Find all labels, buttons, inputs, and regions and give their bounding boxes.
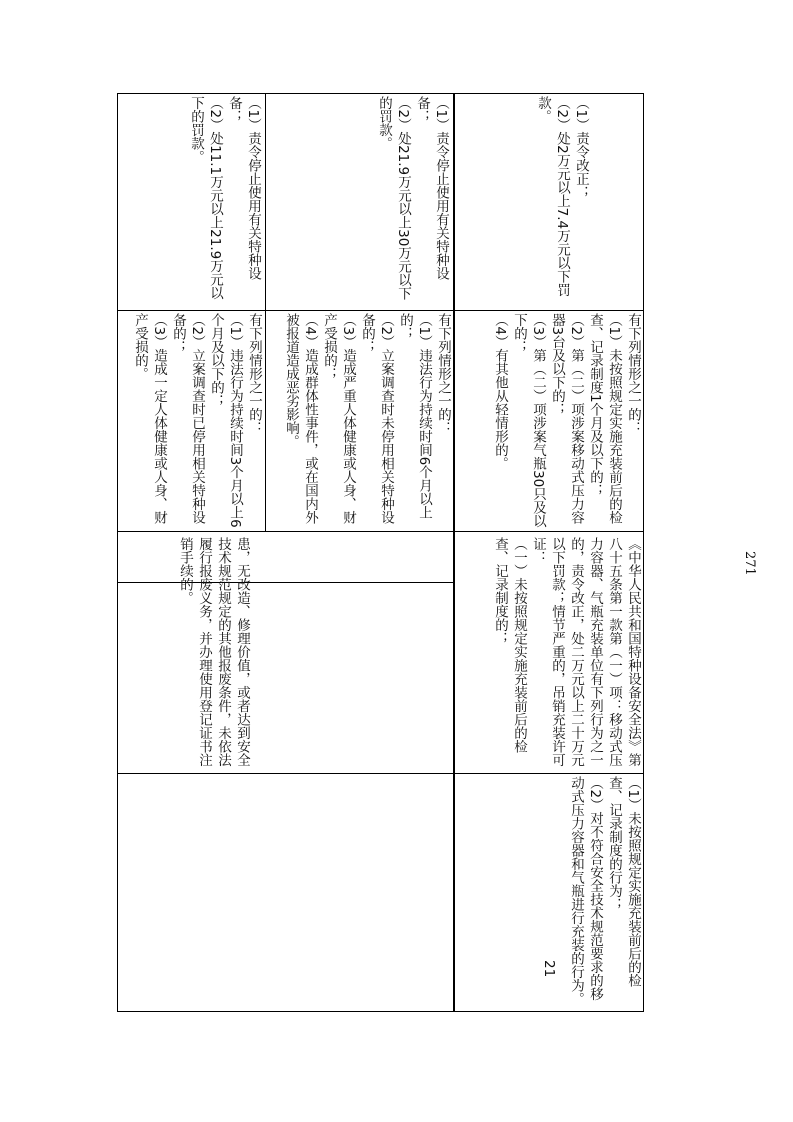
prev-penalty-1: （1）责令停止使用有关特种设备； （2）处11.1万元以上21.9万元以下的罚款。 — [188, 96, 261, 300]
subrow-line-1 — [265, 93, 266, 531]
page-number: 271 — [742, 551, 757, 576]
row21-penalty: （1）责令改正； （2）处2万元以上7.4万元以下罚款。 — [535, 96, 589, 297]
row21-condition: 有下列情形之一的： （1）未按照规定实施充装前后的检查、记录制度1个月及以下的； （2）第（二）项涉案移动式压力容器3台及以下的； （3）第（二）项涉案气瓶30只及以下的； （4）有其他从轻情形的。 — [492, 313, 641, 528]
prev-condition-1: 有下列情形之一的： （1）违法行为持续时间3个月以上6个月及以下的； （2）立案调查时已停用相关特种设备的； （3）造成一定人体健康或人身、财产受损的。 — [132, 313, 262, 528]
prev-condition-2: 有下列情形之一的： （1）违法行为持续时间6个月以上的； （2）立案调查时未停用相关特种设备的； （3）造成严重人体健康或人身、财产受损的； （4）造成群体性事件，或在国内外被报道造成恶劣影响。 — [283, 313, 451, 525]
row-divider — [454, 94, 455, 1011]
prev-penalty-2: （1）责令停止使用有关特种设备； （2）处21.9万元以上30万元以下的罚款。 — [376, 96, 449, 301]
col-line-b — [117, 773, 453, 774]
col-line-f — [453, 531, 644, 532]
prev-basis: 患，无改造、修理价值，或者达到安全技术规范规定的其他报废条件，未依法履行报废义务，并办理使用登记证书注销手续的。 — [177, 537, 250, 767]
col-line-d — [117, 531, 453, 532]
row-separator — [453, 93, 454, 1012]
col-line-e — [453, 310, 644, 311]
row21-basis: 《中华人民共和国特种设备安全法》第八十五条第一款第（一）项：移动式压力容器、气瓶充装单位有下列行为之一的，责令改正，处二万元以上二十万元以下罚款；情节严重的，吊销充装许可证： （一）未按照规定实施充装前后的检查、记录制度的； — [492, 537, 641, 767]
col-line-c — [117, 310, 453, 311]
row21-behavior: （1）未按照规定实施充装前后的检查、记录制度的行为； （2）对不符合安全技术规范要求的移动式压力容器和气瓶进行充装的行为。 — [568, 776, 641, 1006]
row21-number: 21 — [541, 960, 557, 978]
col-line-g — [453, 773, 644, 774]
